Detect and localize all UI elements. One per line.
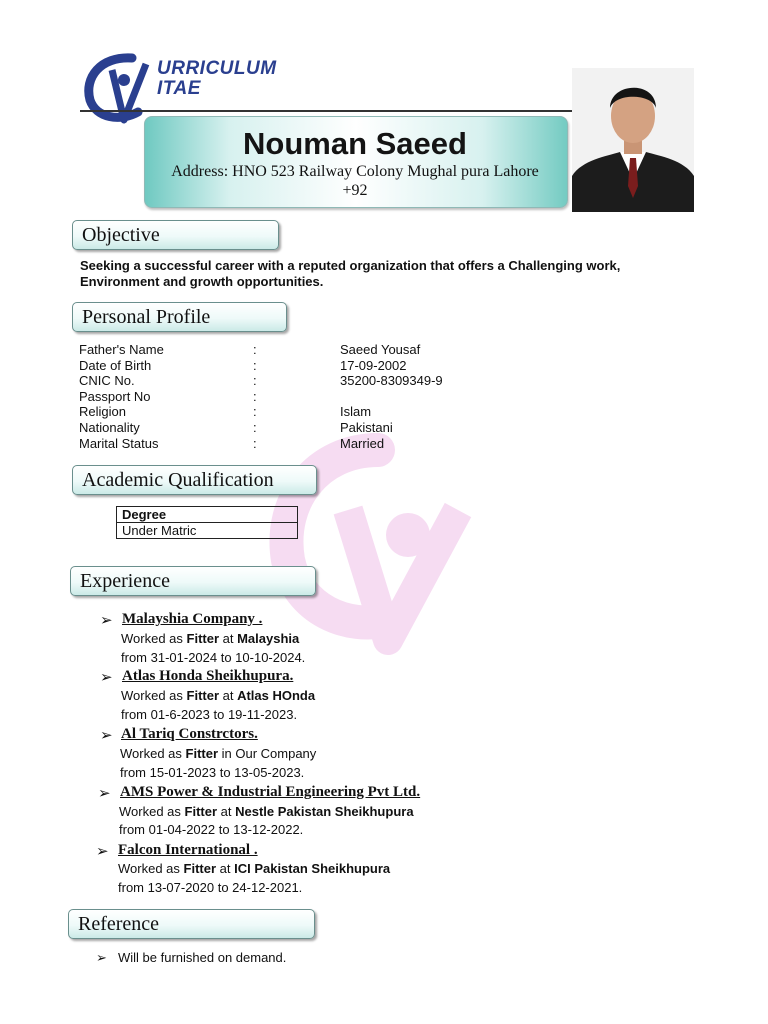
table-cell-degree: Under Matric <box>117 523 298 539</box>
objective-line-1: Seeking a successful career with a reputed organization that offers a Challenging work, <box>80 258 621 273</box>
section-title-reference: Reference <box>78 913 160 935</box>
experience-role-line <box>121 688 315 703</box>
role-title: Fitter <box>183 861 217 876</box>
profile-separator: : <box>253 388 257 404</box>
bullet-arrow-icon: ➢ <box>100 612 113 629</box>
candidate-phone: +92 <box>342 182 368 199</box>
role-connector: in Our Company <box>218 746 317 761</box>
role-place: Nestle Pakistan Sheikhupura <box>235 804 414 819</box>
experience-company: Falcon International . <box>118 842 258 858</box>
role-prefix: Worked as <box>121 688 187 703</box>
role-connector: at <box>216 861 235 876</box>
profile-label: Marital Status <box>79 435 159 451</box>
profile-value: 35200-8309349-9 <box>340 373 443 389</box>
header-divider <box>80 110 572 112</box>
profile-photo <box>572 68 694 212</box>
profile-row <box>79 342 499 358</box>
profile-separator: : <box>253 357 257 373</box>
profile-label: Religion <box>79 404 126 420</box>
candidate-name: Nouman Saeed <box>243 126 467 161</box>
role-connector: at <box>219 688 238 703</box>
profile-separator: : <box>253 419 257 435</box>
experience-role-line <box>120 746 316 761</box>
section-title-academic: Academic Qualification <box>82 469 274 491</box>
role-title: Fitter <box>186 631 220 646</box>
profile-separator: : <box>253 404 257 420</box>
profile-label: Nationality <box>79 419 140 435</box>
role-prefix: Worked as <box>120 746 186 761</box>
experience-period: from 31-01-2024 to 10-10-2024. <box>121 650 306 665</box>
qualification-table <box>116 506 298 539</box>
profile-label: Father's Name <box>79 342 164 357</box>
role-prefix: Worked as <box>119 804 185 819</box>
section-title-experience: Experience <box>80 570 170 592</box>
table-row <box>117 523 298 539</box>
profile-row <box>79 389 499 405</box>
profile-value: Saeed Yousaf <box>340 342 421 357</box>
profile-separator: : <box>253 342 257 357</box>
profile-label: Date of Birth <box>79 357 152 373</box>
profile-label: CNIC No. <box>79 373 135 389</box>
experience-role-line <box>118 861 390 876</box>
role-connector: at <box>219 631 238 646</box>
experience-period: from 13-07-2020 to 24-12-2021. <box>118 880 303 895</box>
table-header-row <box>117 507 298 523</box>
bullet-arrow-icon: ➢ <box>98 785 111 802</box>
experience-company: AMS Power & Industrial Engineering Pvt Ltd. <box>120 784 421 800</box>
profile-row <box>79 420 499 436</box>
profile-value: 17-09-2002 <box>340 357 407 373</box>
candidate-address: Address: HNO 523 Railway Colony Mughal pura Lahore <box>171 163 539 180</box>
bullet-arrow-icon: ➢ <box>96 843 109 860</box>
logo-line-vitae: ITAE <box>157 78 201 99</box>
role-prefix: Worked as <box>121 631 187 646</box>
role-place: ICI Pakistan Sheikhupura <box>234 861 391 876</box>
experience-period: from 15-01-2023 to 13-05-2023. <box>120 765 305 780</box>
bullet-arrow-icon: ➢ <box>96 950 107 965</box>
objective-line-2: Environment and growth opportunities. <box>80 274 324 289</box>
profile-row <box>79 358 499 374</box>
logo-line-curriculum: URRICULUM <box>157 58 277 79</box>
profile-row <box>79 373 499 389</box>
profile-value: Married <box>340 435 385 451</box>
experience-period: from 01-04-2022 to 13-12-2022. <box>119 822 304 837</box>
experience-company: Malayshia Company . <box>122 611 263 627</box>
profile-separator: : <box>253 435 257 451</box>
profile-value: Islam <box>340 404 372 420</box>
bullet-arrow-icon: ➢ <box>100 727 113 744</box>
role-place: Malayshia <box>237 631 300 646</box>
profile-label: Passport No <box>79 388 151 404</box>
experience-period: from 01-6-2023 to 19-11-2023. <box>121 707 298 722</box>
profile-row <box>79 436 499 452</box>
role-title: Fitter <box>184 804 218 819</box>
role-connector: at <box>217 804 236 819</box>
experience-company: Atlas Honda Sheikhupura. <box>122 668 294 684</box>
table-header-degree: Degree <box>117 507 298 523</box>
bullet-arrow-icon: ➢ <box>100 669 113 686</box>
reference-text: Will be furnished on demand. <box>118 950 287 965</box>
profile-row <box>79 404 499 420</box>
profile-separator: : <box>253 373 257 389</box>
role-prefix: Worked as <box>118 861 184 876</box>
section-title-personal-profile: Personal Profile <box>82 306 211 328</box>
profile-list <box>79 342 499 451</box>
experience-role-line <box>119 804 414 819</box>
role-place: Atlas HOnda <box>237 688 316 703</box>
profile-value: Pakistani <box>340 419 393 435</box>
role-title: Fitter <box>186 688 220 703</box>
experience-role-line <box>121 631 299 646</box>
experience-company: Al Tariq Constrctors. <box>121 726 258 742</box>
role-title: Fitter <box>185 746 219 761</box>
section-title-objective: Objective <box>82 224 160 246</box>
